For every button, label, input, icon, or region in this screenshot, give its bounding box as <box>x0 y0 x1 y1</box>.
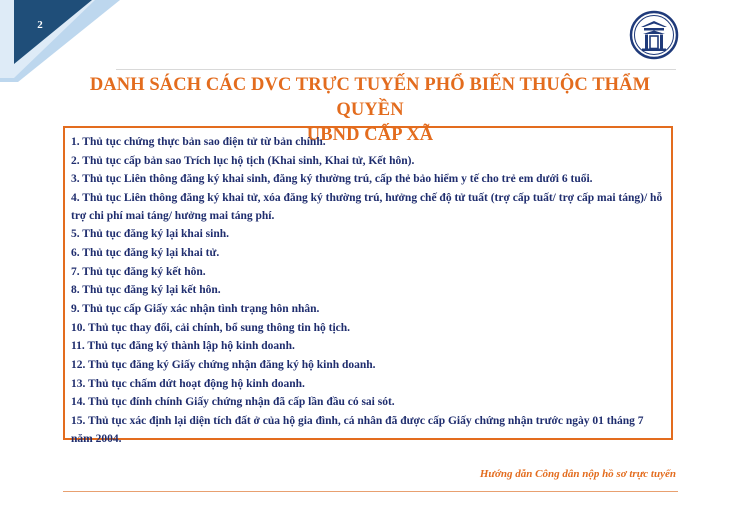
corner-decoration <box>0 0 120 82</box>
list-item: 4. Thủ tục Liên thông đăng ký khai tử, xóa đăng ký thường trú, hưởng chế độ tử tuất (trợ cấp tuất/ trợ cấp mai táng)/ hỗ trợ chi phí mai táng/ hưởng mai táng phí. <box>71 192 663 222</box>
footer-caption: Hướng dẫn Công dân nộp hồ sơ trực tuyến <box>479 468 676 480</box>
list-item: 3. Thủ tục Liên thông đăng ký khai sinh, đăng ký thường trú, cấp thẻ bảo hiểm y tế cho trẻ em dưới 6 tuổi. <box>71 173 593 186</box>
bottom-divider <box>63 491 678 492</box>
list-item: 9. Thủ tục cấp Giấy xác nhận tình trạng hôn nhân. <box>71 303 320 315</box>
title-line-1: DANH SÁCH CÁC DVC TRỰC TUYẾN PHỔ BIẾN THUỘC THẨM QUYỀN <box>89 75 651 120</box>
page-number: 2 <box>37 19 43 31</box>
title-line-2: UBND CẤP XÃ <box>306 125 434 145</box>
list-item: 7. Thủ tục đăng ký kết hôn. <box>71 265 206 278</box>
list-item: 6. Thủ tục đăng ký lại khai tử. <box>71 246 220 259</box>
list-item: 2. Thủ tục cấp bản sao Trích lục hộ tịch (Khai sinh, Khai tử, Kết hôn). <box>71 154 415 167</box>
list-item: 12. Thủ tục đăng ký Giấy chứng nhận đăng ký hộ kinh doanh. <box>71 359 376 372</box>
list-item: 8. Thủ tục đăng ký lại kết hôn. <box>71 284 221 297</box>
list-item: 14. Thủ tục đính chính Giấy chứng nhận đã cấp lần đầu có sai sót. <box>71 396 395 409</box>
list-item: 5. Thủ tục đăng ký lại khai sinh. <box>71 228 229 241</box>
hanoi-emblem-icon <box>629 10 679 60</box>
list-item: 1. Thủ tục chứng thực bản sao điện tử từ bản chính. <box>71 136 326 148</box>
list-item: 15. Thủ tục xác định lại diện tích đất ở của hộ gia đình, cá nhân đã được cấp Giấy chứng nhận trước ngày 01 tháng 7 năm 2004. <box>71 415 644 445</box>
procedure-list <box>63 126 673 445</box>
list-item: 13. Thủ tục chấm dứt hoạt động hộ kinh doanh. <box>71 377 305 390</box>
top-divider <box>116 69 676 70</box>
list-item: 10. Thủ tục thay đổi, cải chính, bổ sung thông tin hộ tịch. <box>71 321 351 334</box>
list-item: 11. Thủ tục đăng ký thành lập hộ kinh doanh. <box>71 340 295 353</box>
